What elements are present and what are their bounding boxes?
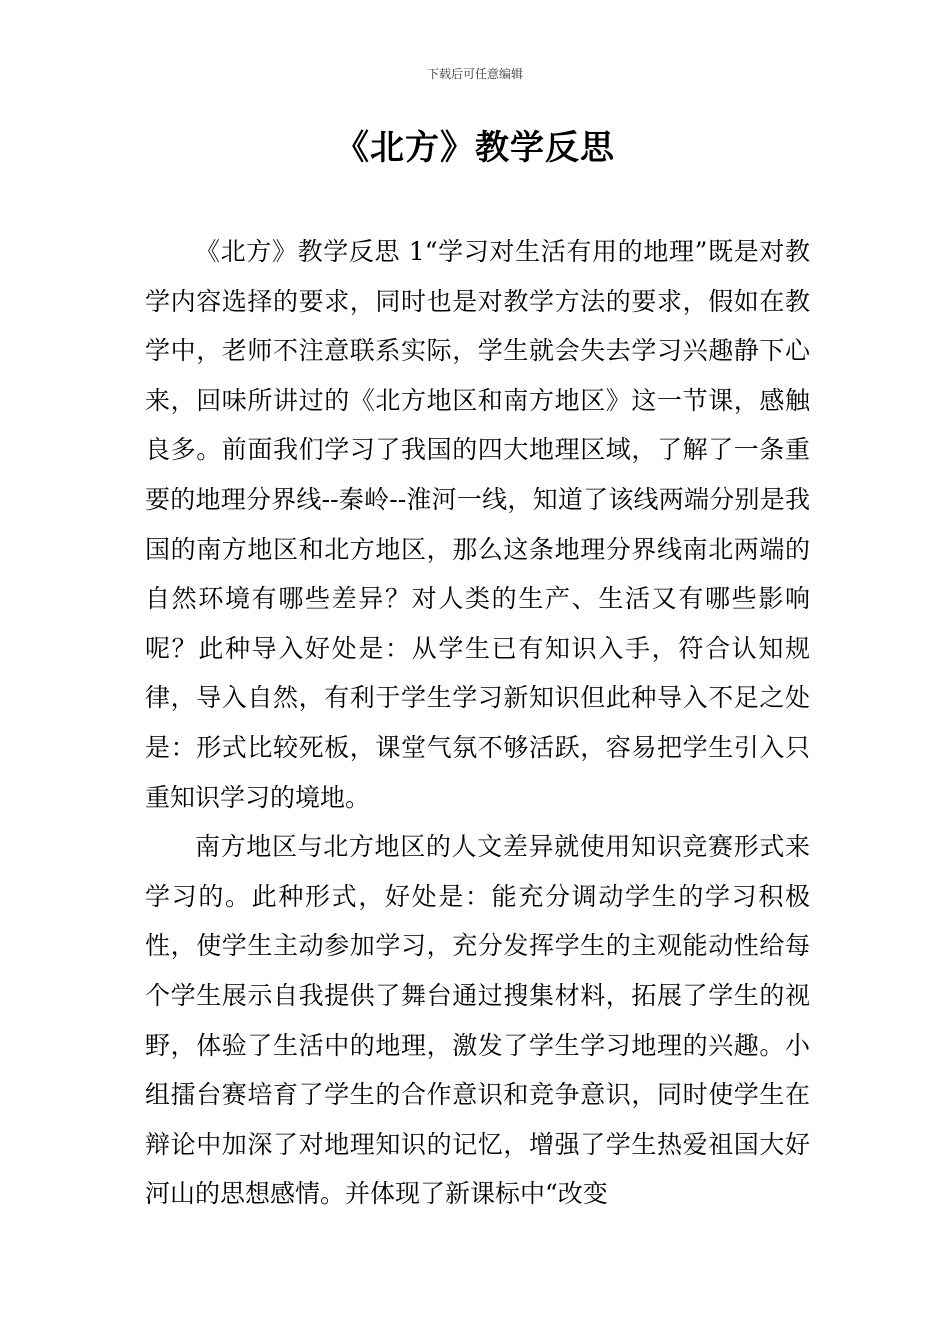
paragraph: 《北方》教学反思 1“学习对生活有用的地理”既是对教学内容选择的要求，同时也是对教学方法的要求，假如在教学中，老师不注意联系实际，学生就会失去学习兴趣静下心来，回味所讲过的《北方地区和南方地区》这一节课，感触良多。前面我们学习了我国的四大地理区域，了解了一条重要的地理分界线--秦岭--淮河一线，知道了该线两端分别是我国的南方地区和北方地区，那么这条地理分界线南北两端的自然环境有哪些差异？对人类的生产、生活又有哪些影响呢？此种导入好处是：从学生已有知识入手，符合认知规律，导入自然，有利于学生学习新知识但此种导入不足之处是：形式比较死板，课堂气氛不够活跃，容易把学生引入只重知识学习的境地。	[145, 237, 810, 812]
document-body	[145, 227, 810, 1219]
document-title: 《北方》教学反思	[335, 128, 615, 168]
paragraph: 南方地区与北方地区的人文差异就使用知识竞赛形式来学习的。此种形式，好处是：能充分调动学生的学习积极性，使学生主动参加学习，充分发挥学生的主观能动性给每个学生展示自我提供了舞台通过搜集材料，拓展了学生的视野，体验了生活中的地理，激发了学生学习地理的兴趣。小组擂台赛培育了学生的合作意识和竞争意识，同时使学生在辩论中加深了对地理知识的记忆，增强了学生热爱祖国大好河山的思想感情。并体现了新课标中“改变	[145, 832, 810, 1209]
page-header-note: 下载后可任意编辑	[426, 67, 523, 81]
